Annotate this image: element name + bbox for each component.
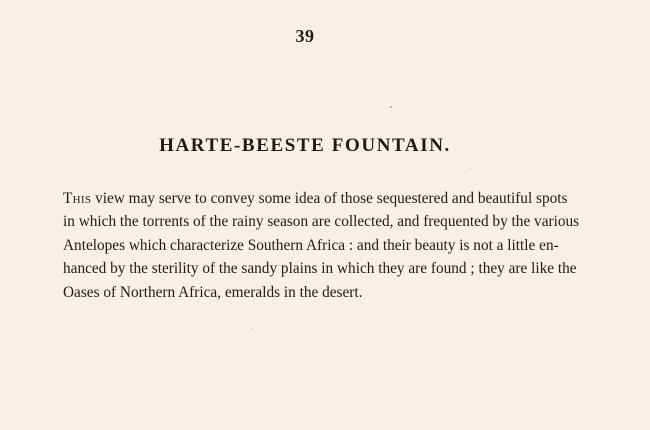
paragraph-line-5: Oases of Northern Africa, emeralds in the desert. [63,283,363,301]
page-title: HARTE-BEESTE FOUNTAIN. [159,134,451,156]
paragraph-line-2: in which the torrents of the rainy season are collected, and frequented by the various [63,213,580,231]
paragraph-line-1-text: view may serve to convey some idea of those sequestered and beautiful spots [91,190,568,207]
paragraph-lead-word: This [63,190,92,207]
paper-speck [252,328,253,329]
paragraph-line-1 [63,187,608,210]
description-paragraph [63,187,608,304]
page-number: 39 [295,26,315,46]
paper-speck [470,168,471,169]
paragraph-line-3: Antelopes which characterize Southern Africa : and their beauty is not a little en- [63,236,559,254]
paper-speck [390,106,392,108]
paragraph-line-4: hanced by the sterility of the sandy plains in which they are found ; they are like the [63,260,577,278]
